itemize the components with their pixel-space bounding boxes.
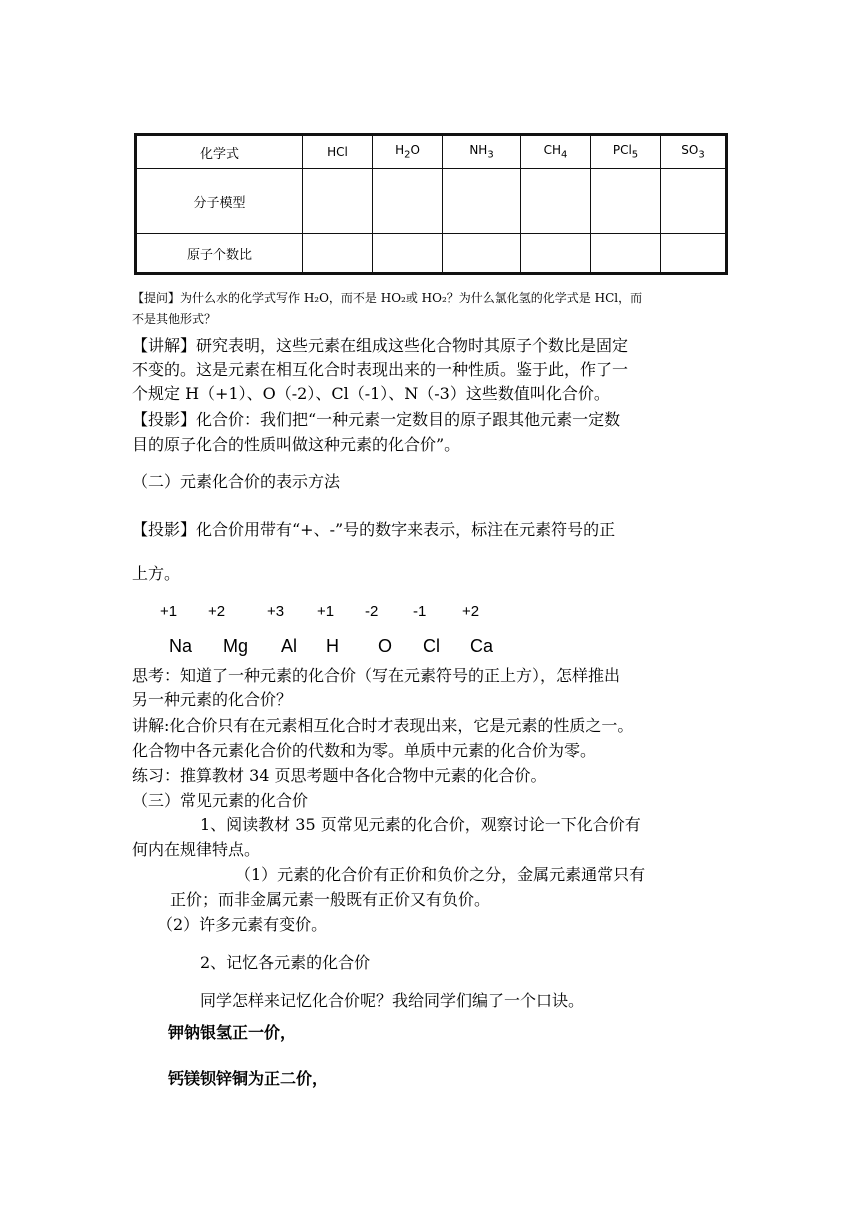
valence-cl: -1 [413, 603, 427, 620]
sub1-line-2: 正价；而非金属元素一般既有正价又有负价。 [170, 890, 491, 909]
header-ch4: $CH_4$ [521, 135, 591, 169]
valence-ca: +2 [462, 603, 480, 620]
table-cell [303, 169, 373, 234]
question-line-2: 不是其他形式？ [132, 312, 217, 326]
valence-h: +1 [317, 603, 335, 620]
table-row [136, 169, 727, 234]
symbol-al: Al [281, 636, 298, 656]
table-cell [303, 234, 373, 274]
projection2-line-2: 上方。 [132, 564, 181, 583]
symbol-na: Na [169, 636, 193, 656]
header-formula: 化学式 [136, 135, 303, 169]
item1-line-1: 1、阅读教材 35 页常见元素的化合价，观察讨论一下化合价有 [200, 815, 641, 834]
explain2-line-1: 讲解:化合价只有在元素相互化合时才表现出来，它是元素的性质之一。 [132, 716, 634, 735]
section-title-2: （二）元素化合价的表示方法 [132, 472, 341, 491]
table-cell [443, 234, 521, 274]
symbol-o: O [378, 636, 393, 656]
chemical-formula-table [134, 133, 728, 275]
intro-line: 同学怎样来记忆化合价呢？我给同学们编了一个口诀。 [200, 991, 585, 1010]
explain2-line-2: 化合物中各元素化合价的代数和为零。单质中元素的化合价为零。 [132, 741, 597, 760]
table-cell [443, 169, 521, 234]
row-label-atom-ratio: 原子个数比 [136, 234, 303, 274]
symbol-cl: Cl [423, 636, 440, 656]
header-nh3: $NH_3$ [443, 135, 521, 169]
table-cell [661, 169, 727, 234]
table-cell [373, 169, 443, 234]
table-cell [591, 169, 661, 234]
valence-al: +3 [267, 603, 285, 620]
explain-line-1: 【讲解】研究表明，这些元素在组成这些化合物时其原子个数比是固定 [132, 336, 629, 355]
table-cell [591, 234, 661, 274]
section-title-3: （三）常见元素的化合价 [132, 791, 309, 810]
table-cell [661, 234, 727, 274]
rhyme-line-1: 钾钠银氢正一价， [168, 1023, 297, 1042]
question-line-1: 【提问】为什么水的化学式写作 H₂O，而不是 HO₂或 HO₂？为什么氯化氢的化学式是 HCl，而 [132, 291, 643, 305]
symbol-mg: Mg [223, 636, 249, 656]
sub1-line-1: （1）元素的化合价有正价和负价之分，金属元素通常只有 [235, 865, 646, 884]
item2-line: 2、记忆各元素的化合价 [200, 953, 371, 972]
explain-line-2: 不变的。这是元素在相互化合时表现出来的一种性质。鉴于此，作了一 [132, 360, 629, 379]
think-line-2: 另一种元素的化合价？ [132, 690, 293, 709]
table-cell [373, 234, 443, 274]
sub2-line: （2）许多元素有变价。 [157, 915, 328, 934]
valence-mg: +2 [208, 603, 226, 620]
projection-line-1: 【投影】化合价：我们把“一种元素一定数目的原子跟其他元素一定数 [132, 410, 621, 429]
valence-o: -2 [365, 603, 379, 620]
valence-na: +1 [160, 603, 178, 620]
projection-line-2: 目的原子化合的性质叫做这种元素的化合价”。 [132, 435, 461, 454]
header-hcl: HCl [303, 135, 373, 169]
projection2-line-1: 【投影】化合价用带有“+、-”号的数字来表示，标注在元素符号的正 [132, 520, 616, 539]
header-h2o: $H_2O$ [373, 135, 443, 169]
symbol-ca: Ca [470, 636, 494, 656]
row-label-molecule-model: 分子模型 [136, 169, 303, 234]
header-pcl5: PCl$_5$ [591, 135, 661, 169]
table-header-row [136, 135, 727, 169]
symbol-h: H [326, 636, 339, 656]
table-cell [521, 169, 591, 234]
think-line-1: 思考：知道了一种元素的化合价（写在元素符号的正上方），怎样推出 [132, 666, 621, 685]
item1-line-2: 何内在规律特点。 [132, 840, 261, 859]
practice-line: 练习：推算教材 34 页思考题中各化合物中元素的化合价。 [132, 766, 547, 785]
table-row [136, 234, 727, 274]
explain-line-3: 个规定 H（+1）、O（-2）、Cl（-1）、N（-3）这些数值叫化合价。 [132, 384, 610, 403]
header-so3: $SO_3$ [661, 135, 727, 169]
rhyme-line-2: 钙镁钡锌铜为正二价， [168, 1069, 329, 1088]
table-cell [521, 234, 591, 274]
